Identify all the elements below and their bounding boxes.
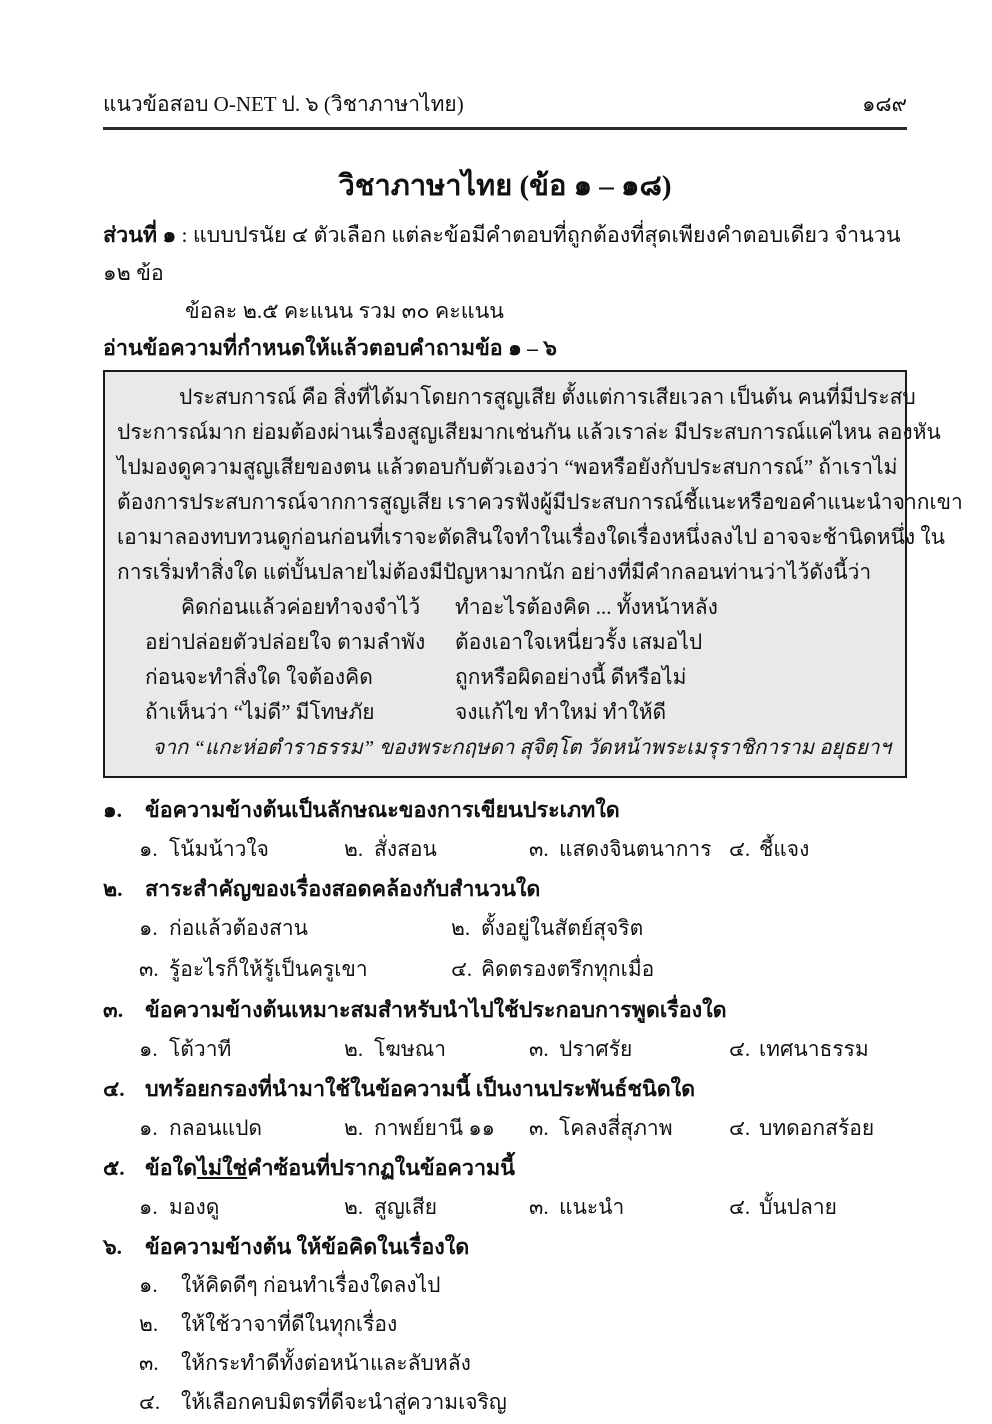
question-list: [103, 792, 907, 1422]
option-number: ๓.: [529, 1194, 549, 1219]
option-3: [139, 1344, 907, 1383]
option-text: คิดตรองตรึกทุกเมื่อ: [481, 956, 655, 981]
option-number: ๒.: [344, 1194, 364, 1219]
poem-left: ถ้าเห็นว่า “ไม่ดี” มีโทษภัย: [145, 699, 375, 724]
option-row: [103, 1029, 907, 1069]
question-head: [103, 1150, 907, 1187]
poem-line: [117, 660, 895, 695]
page-title: วิชาภาษาไทย (ข้อ ๑ – ๑๘): [338, 170, 672, 202]
passage-line: ประสบการณ์ คือ สิ่งที่ได้มาโดยการสูญเสีย ตั้งแต่การเสียเวลา เป็นต้น คนที่มีประสบ: [179, 384, 916, 409]
option-number: ๒.: [344, 836, 364, 861]
option-text: โน้มน้าวใจ: [169, 836, 269, 861]
option-2: [139, 1305, 907, 1344]
question-stem: ข้อความข้างต้น ให้ข้อคิดในเรื่องใด: [145, 1234, 470, 1259]
header-title: แนวข้อสอบ O-NET ป. ๖ (วิชาภาษาไทย): [103, 92, 464, 116]
option-3: [139, 949, 451, 990]
option-number: ๒.: [451, 915, 471, 940]
poem-left: อย่าปล่อยตัวปล่อยใจ ตามลำพัง: [145, 629, 426, 654]
question-stem: บทร้อยกรองที่นำมาใช้ในข้อความนี้ เป็นงานประพันธ์ชนิดใด: [145, 1076, 696, 1101]
option-2: [344, 829, 529, 869]
option-text: ให้กระทำดีทั้งต่อหน้าและลับหลัง: [181, 1350, 471, 1375]
stem-post: คำซ้อนที่ปรากฏในข้อความนี้: [247, 1155, 515, 1180]
option-number: ๓.: [529, 836, 549, 861]
poem-right: ต้องเอาใจเหนี่ยวรั้ง เสมอไป: [455, 629, 703, 654]
option-text: ตั้งอยู่ในสัตย์สุจริต: [481, 915, 644, 940]
option-number: ๒.: [139, 1311, 159, 1336]
option-1: [139, 1187, 344, 1227]
option-text: สั่งสอน: [374, 836, 437, 861]
option-text: รู้อะไรก็ให้รู้เป็นครูเขา: [169, 956, 368, 981]
passage-line: ประการณ์มาก ย่อมต้องผ่านเรื่องสูญเสียมากเช่นกัน แล้วเราล่ะ มีประสบการณ์แค่ไหน ลองหัน: [117, 419, 941, 444]
poem-right: จงแก้ไข ทำใหม่ ทำให้ดี: [455, 699, 667, 724]
option-row: [103, 829, 907, 869]
option-3: [529, 829, 729, 869]
option-4: [451, 949, 907, 990]
section-colon: :: [176, 222, 193, 247]
option-text: บทดอกสร้อย: [759, 1115, 875, 1140]
option-row: [103, 908, 907, 990]
option-1: [139, 829, 344, 869]
question-number: ๓.: [103, 997, 124, 1022]
question-head: [103, 792, 907, 829]
option-1: [139, 1108, 344, 1148]
stem-pre: ข้อใด: [145, 1155, 198, 1180]
option-2: [344, 1108, 529, 1148]
passage-line: เอามาลองทบทวนดูก่อนก่อนที่เราจะตัดสินใจทำในเรื่องใดเรื่องหนึ่งลงไป อาจจะช้านิดหนึ่ง ใน: [117, 524, 945, 549]
option-number: ๓.: [139, 956, 159, 981]
passage-line: การเริ่มทำสิ่งใด แต่บั้นปลายไม่ต้องมีปัญหามากนัก อย่างที่มีคำกลอนท่านว่าไว้ดังนี้ว่า: [117, 559, 872, 584]
option-text: ให้คิดดีๆ ก่อนทำเรื่องใดลงไป: [181, 1272, 441, 1297]
option-text: แสดงจินตนาการ: [559, 836, 712, 861]
option-3: [529, 1108, 729, 1148]
question-3: [103, 992, 907, 1069]
option-4: [729, 1187, 907, 1227]
passage-box: [103, 370, 963, 778]
option-text: โฆษณา: [374, 1036, 446, 1061]
question-number: ๕.: [103, 1155, 125, 1180]
option-text: โคลงสี่สุภาพ: [559, 1115, 673, 1140]
question-4: [103, 1071, 907, 1148]
option-text: สูญเสีย: [374, 1194, 438, 1219]
question-number: ๖.: [103, 1234, 123, 1259]
option-number: ๔.: [729, 1036, 751, 1061]
option-number: ๔.: [729, 1115, 751, 1140]
passage-line: ต้องการประสบการณ์จากการสูญเสีย เราควรฟังผู้มีประสบการณ์ชี้แนะหรือขอคำแนะนำจากเขา: [117, 489, 963, 514]
question-stem: สาระสำคัญของเรื่องสอดคล้องกับสำนวนใด: [145, 876, 541, 901]
option-number: ๓.: [529, 1036, 549, 1061]
question-head: [103, 992, 907, 1029]
option-4: [729, 1108, 907, 1148]
option-text: บั้นปลาย: [759, 1194, 837, 1219]
option-3: [529, 1029, 729, 1069]
option-number: ๑.: [139, 1115, 158, 1140]
page-number: ๑๘๙: [862, 92, 907, 116]
question-head: [103, 1229, 907, 1266]
option-1: [139, 1029, 344, 1069]
section-label: ส่วนที่ ๑: [103, 222, 177, 247]
option-3: [529, 1187, 729, 1227]
option-number: ๑.: [139, 915, 158, 940]
question-number: ๔.: [103, 1076, 125, 1101]
option-number: ๑.: [139, 1272, 158, 1297]
option-number: ๑.: [139, 1036, 158, 1061]
option-text: ชี้แจง: [759, 836, 810, 861]
option-number: ๑.: [139, 1194, 158, 1219]
poem-line: [117, 590, 895, 625]
option-text: เทศนาธรรม: [759, 1036, 869, 1061]
option-2: [344, 1029, 529, 1069]
question-6: [103, 1229, 907, 1422]
option-4: [139, 1383, 907, 1422]
option-4: [729, 1029, 907, 1069]
option-number: ๒.: [344, 1036, 364, 1061]
option-4: [729, 829, 907, 869]
section-intro: [103, 216, 907, 292]
option-1: [139, 908, 451, 949]
option-row: [103, 1187, 907, 1227]
instruction-line: อ่านข้อความที่กำหนดให้แล้วตอบคำถามข้อ ๑ – ๖: [103, 335, 557, 360]
option-text: มองดู: [169, 1194, 220, 1219]
question-head: [103, 1071, 907, 1108]
question-number: ๒.: [103, 876, 123, 901]
question-2: [103, 871, 907, 990]
question-1: [103, 792, 907, 869]
option-2: [451, 908, 907, 949]
option-number: ๔.: [139, 1389, 161, 1414]
option-text: โต้วาที: [169, 1036, 232, 1061]
question-head: [103, 871, 907, 908]
stem-underlined: ไม่ใช่: [197, 1155, 248, 1180]
passage-attribution: จาก “แกะห่อตำราธรรม” ของพระกฤษดา สุจิตฺโต วัดหน้าพระเมรุราชิการาม อยุธยาฯ: [152, 736, 891, 759]
option-number: ๓.: [529, 1115, 549, 1140]
option-1: [139, 1266, 907, 1305]
question-stem: ข้อความข้างต้นเป็นลักษณะของการเขียนประเภทใด: [145, 797, 620, 822]
option-text: ก่อแล้วต้องสาน: [169, 915, 308, 940]
question-stem: ข้อความข้างต้นเหมาะสมสำหรับนำไปใช้ประกอบการพูดเรื่องใด: [145, 997, 727, 1022]
section-text: แบบปรนัย ๔ ตัวเลือก แต่ละข้อมีคำตอบที่ถูกต้องที่สุดเพียงคำตอบเดียว จำนวน ๑๒ ข้อ: [103, 222, 901, 285]
section-intro-line2: ข้อละ ๒.๕ คะแนน รวม ๓๐ คะแนน: [185, 298, 505, 323]
option-number: ๑.: [139, 836, 158, 861]
option-number: ๓.: [139, 1350, 159, 1375]
page-header: [103, 88, 907, 130]
poem-line: [117, 695, 895, 730]
question-5: [103, 1150, 907, 1227]
option-text: ให้เลือกคบมิตรที่ดีจะนำสู่ความเจริญ: [181, 1389, 507, 1414]
poem-line: [117, 625, 895, 660]
option-list: [103, 1266, 907, 1422]
question-stem: [145, 1150, 907, 1187]
option-number: ๔.: [451, 956, 473, 981]
option-number: ๒.: [344, 1115, 364, 1140]
page-content: [103, 88, 963, 1424]
option-number: ๔.: [729, 836, 751, 861]
poem-right: ถูกหรือผิดอย่างนี้ ดีหรือไม่: [455, 664, 687, 689]
option-text: กาพย์ยานี ๑๑: [374, 1115, 496, 1140]
option-text: ปราศรัย: [559, 1036, 633, 1061]
option-2: [344, 1187, 529, 1227]
passage-line: ไปมองดูความสูญเสียของตน แล้วตอบกับตัวเองว่า “พอหรือยังกับประสบการณ์” ถ้าเราไม่: [117, 454, 898, 479]
poem-left: ก่อนจะทำสิ่งใด ใจต้องคิด: [145, 664, 373, 689]
poem-left: คิดก่อนแล้วค่อยทำจงจำไว้: [181, 594, 421, 619]
poem-right: ทำอะไรต้องคิด ... ทั้งหน้าหลัง: [455, 594, 718, 619]
option-text: แนะนำ: [559, 1194, 625, 1219]
question-number: ๑.: [103, 797, 123, 822]
option-text: ให้ใช้วาจาที่ดีในทุกเรื่อง: [181, 1311, 398, 1336]
option-row: [103, 1108, 907, 1148]
option-text: กลอนแปด: [169, 1115, 263, 1140]
option-number: ๔.: [729, 1194, 751, 1219]
